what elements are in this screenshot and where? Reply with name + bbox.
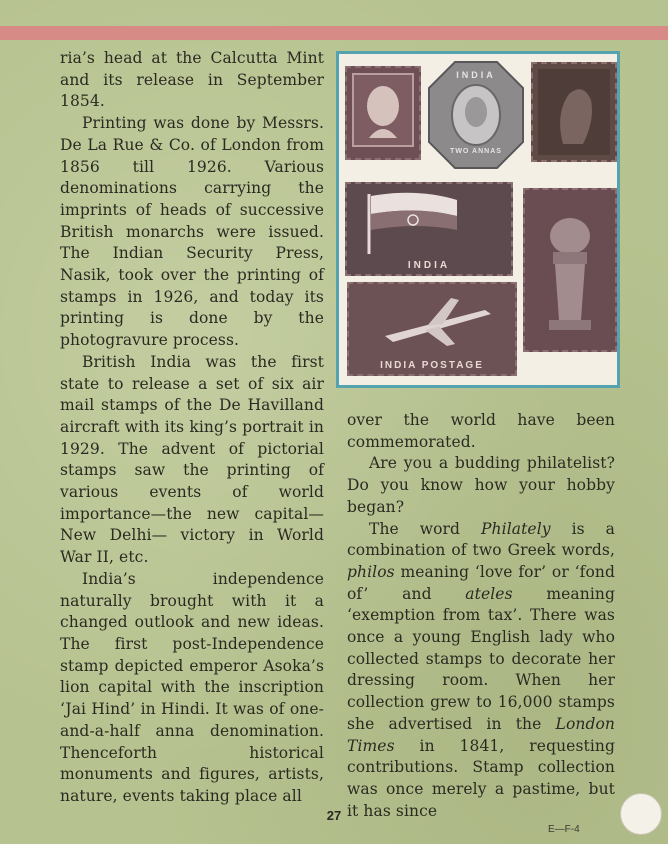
paragraph-3: British India was the first state to release a set of six air mail stamps of the De Havilland aircraft with its king’s portrait in 1929. The advent of pictorial stamps saw the printing of various events of world importance—the new capital—New Delhi— victory in World War II, etc. [60, 352, 324, 567]
text-segment: The word [369, 519, 482, 538]
term-philately: Philately [481, 519, 551, 538]
text-segment: in 1841, requesting contributions. Stamp collection was once merely a pastime, but it has since [347, 736, 615, 820]
paragraph-1: ria’s head at the Calcutta Mint and its release in September 1854. [60, 49, 324, 111]
portrait-icon [347, 68, 419, 158]
page-number: 27 [326, 808, 342, 823]
stamp-illustration [336, 51, 620, 388]
stamp-airplane [347, 282, 517, 376]
airplane-icon [349, 284, 515, 358]
paragraph-4: India’s independence naturally brought with it a changed outlook and new ideas. The first post-Independence stamp depicted emperor Asoka’s lion capital with the inscription ‘Jai Hind’ in Hindi. It was of one-and-a-half anna denomination. Thenceforth historical monuments and figures, artists, nature, events taking place all [60, 569, 324, 805]
stamp-flag [345, 182, 513, 276]
paragraph-2: Printing was done by Messrs. De La Rue & Co. of London from 1856 till 1926. Various denominations carrying the imprints of heads of successive British monarchs were issued. The Indian Security Press, Nasik, took over the printing of stamps in 1926, and today its printing is done by the photogravure process. [60, 114, 324, 350]
paragraph-6: Are you a budding philatelist? Do you know how your hobby began? [347, 454, 615, 516]
stamp-octagonal-embossed [427, 60, 525, 170]
flag-icon [347, 184, 511, 258]
paragraph-5: over the world have been commemorated. [347, 411, 615, 451]
stamp-top-text: INDIA [456, 70, 496, 80]
stamp-queen-portrait [345, 66, 421, 160]
text-segment: is a combination of two Greek words, [347, 519, 615, 560]
term-ateles: ateles [465, 584, 513, 603]
stamp-bottom-text: TWO ANNAS [450, 148, 502, 155]
right-column [347, 410, 615, 822]
text-segment: meaning ‘love for’ or ‘fond of’ and [347, 562, 615, 603]
text-segment: meaning ‘exemption from tax’. There was once a young English lady who collected stamps to decorate her dressing room. When her collection grew to 16,000 stamps she advertised in the [347, 584, 615, 733]
profile-icon [533, 64, 615, 160]
term-philos: philos [347, 562, 395, 581]
paragraph-7 [347, 519, 615, 823]
stamp-lion-capital [523, 188, 617, 352]
stamp-dark-profile [531, 62, 617, 162]
page-code: E—F-4 [548, 824, 580, 835]
top-color-band [0, 26, 668, 40]
stamp-label: INDIA [407, 260, 451, 271]
logo-icon [620, 793, 662, 835]
lion-capital-icon [525, 190, 615, 350]
left-column [60, 48, 324, 808]
term-london-times: London Times [347, 714, 615, 755]
stamp-label: INDIA POSTAGE [380, 360, 484, 371]
